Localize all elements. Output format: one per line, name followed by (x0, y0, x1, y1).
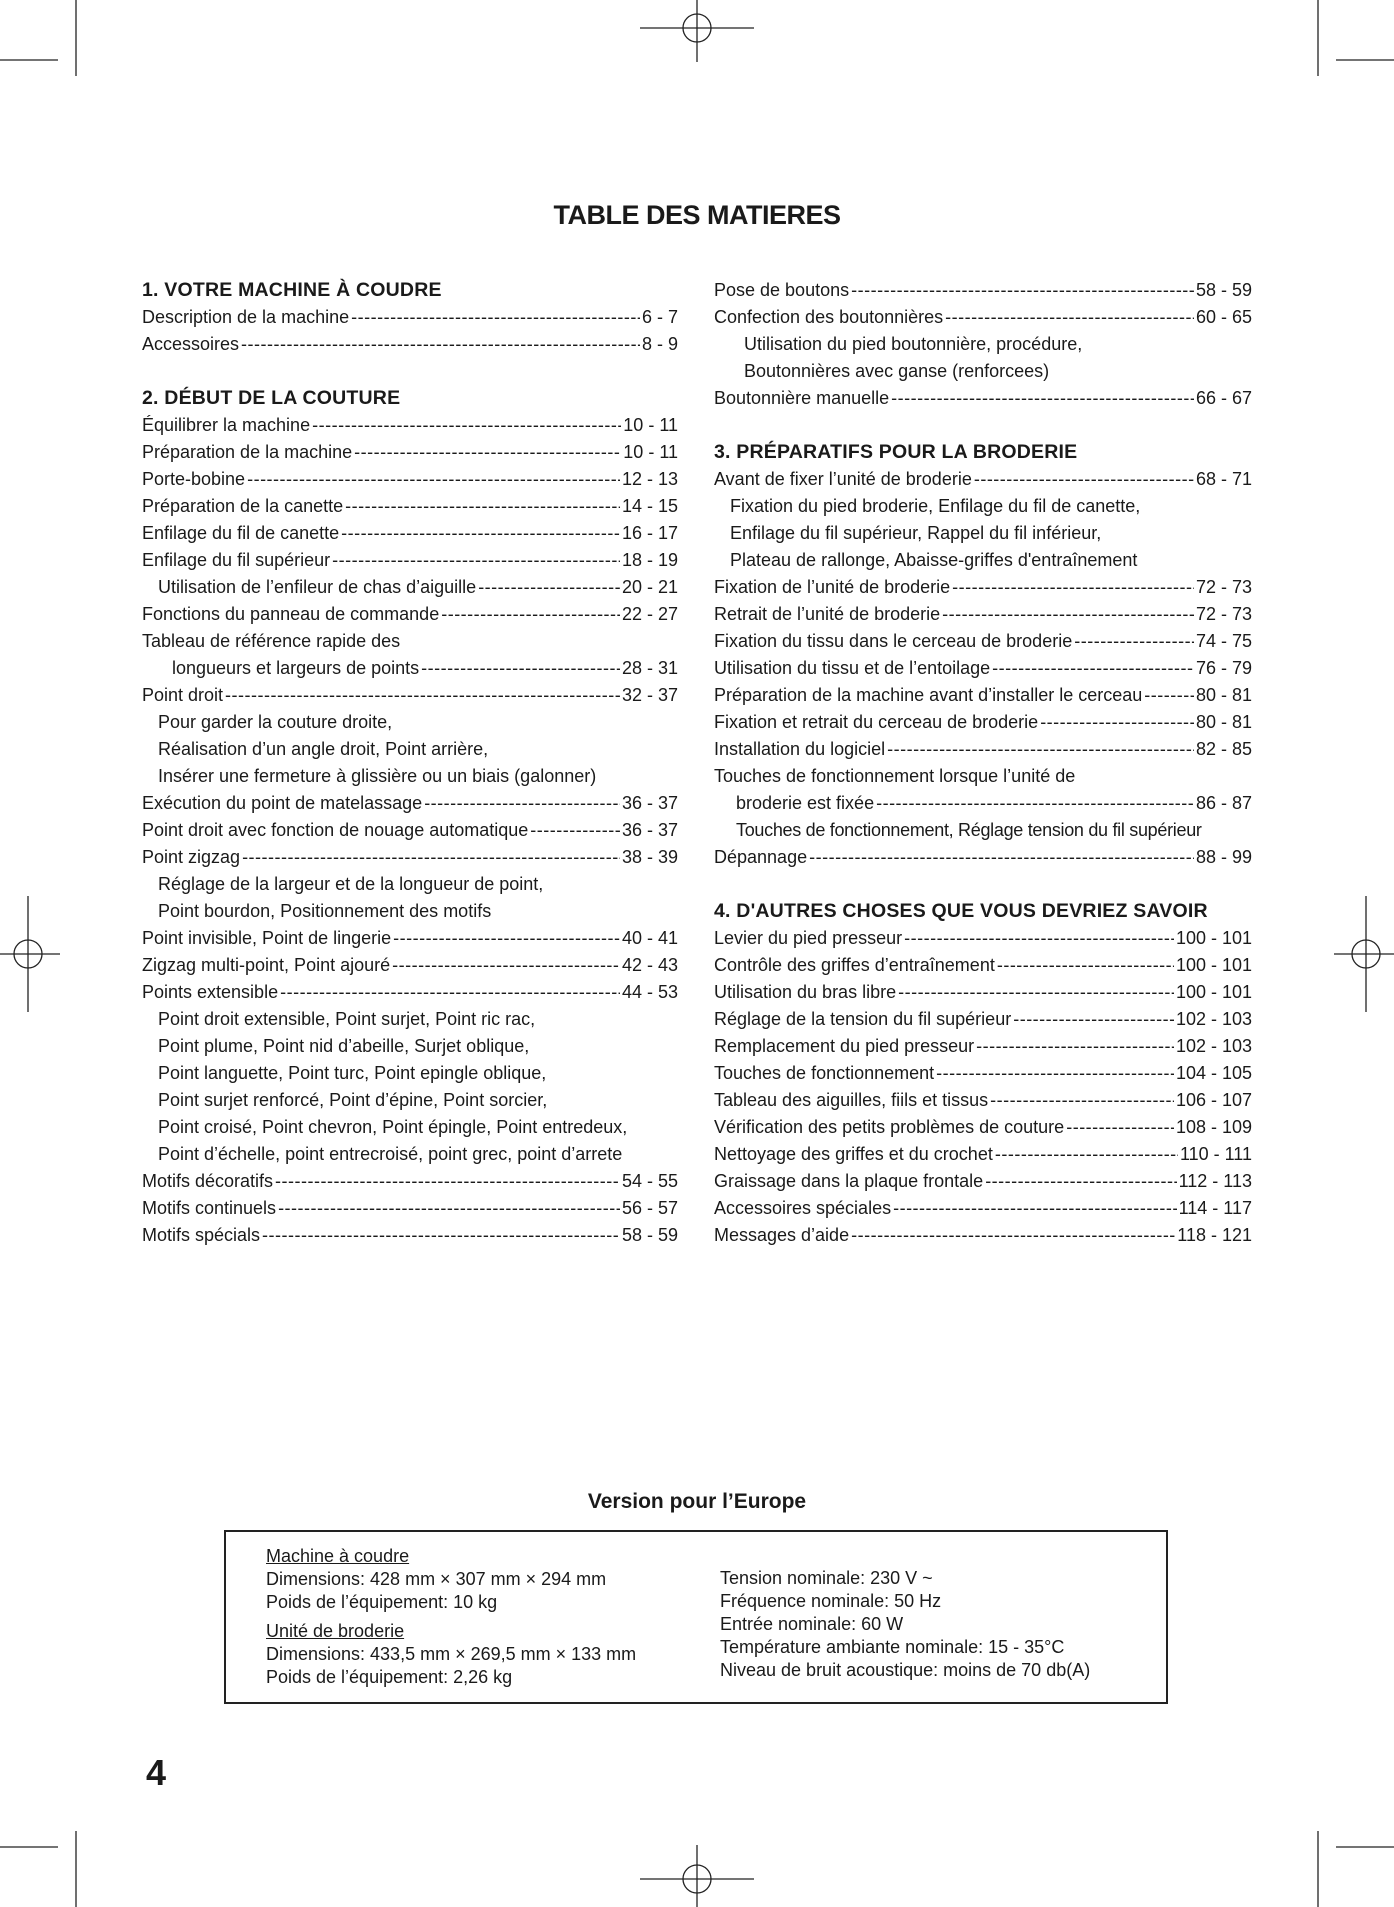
toc-entry (142, 817, 678, 844)
toc-entry-title: Enfilage du fil de canette (142, 523, 340, 543)
toc-entry (714, 1141, 1252, 1168)
toc-entry-pages: 8 - 9 (641, 334, 678, 354)
toc-subtopic: Boutonnières avec ganse (renforcees) (744, 361, 1050, 381)
toc-entry-pages: 44 - 53 (621, 982, 678, 1002)
toc-entry-pages: 108 - 109 (1175, 1117, 1252, 1137)
toc-entry-pages: 58 - 59 (621, 1225, 678, 1245)
toc-entry-title: broderie est fixée (736, 793, 875, 813)
toc-entry-pages: 54 - 55 (621, 1171, 678, 1191)
spacer (142, 358, 678, 385)
toc-entry-pages: 68 - 71 (1195, 469, 1252, 489)
toc-entry-pages: 14 - 15 (621, 496, 678, 516)
dot-leader (990, 1087, 1174, 1114)
toc-subtopic: Enfilage du fil supérieur, Rappel du fil inférieur, (730, 523, 1102, 543)
section-heading: 2. DÉBUT DE LA COUTURE (142, 387, 401, 409)
section-heading: 4. D'AUTRES CHOSES QUE VOUS DEVRIEZ SAVOIR (714, 900, 1208, 922)
section-heading: 1. VOTRE MACHINE À COUDRE (142, 279, 442, 301)
toc-entry-pages: 66 - 67 (1195, 388, 1252, 408)
toc-entry-pages: 72 - 73 (1195, 604, 1252, 624)
dot-leader (351, 304, 640, 331)
dot-leader (424, 790, 620, 817)
toc-entry (142, 979, 678, 1006)
dot-leader (247, 466, 620, 493)
toc-entry (714, 709, 1252, 736)
toc-entry-pages: 28 - 31 (621, 658, 678, 678)
toc-entry (142, 439, 678, 466)
spacer (714, 412, 1252, 439)
toc-entry (714, 1168, 1252, 1195)
toc-entry-pages: 114 - 117 (1178, 1198, 1252, 1218)
toc-entry-title: Réglage de la tension du fil supérieur (714, 1009, 1012, 1029)
toc-entry (142, 655, 678, 682)
toc-entry (714, 385, 1252, 412)
toc-entry-title: Enfilage du fil supérieur (142, 550, 331, 570)
toc-entry (142, 1195, 678, 1222)
toc-entry-title: Remplacement du pied presseur (714, 1036, 975, 1056)
toc-entry-pages: 10 - 11 (623, 415, 678, 435)
dot-leader (974, 466, 1194, 493)
dot-leader (225, 682, 620, 709)
dot-leader (312, 412, 621, 439)
toc-entry-title: Motifs décoratifs (142, 1171, 274, 1191)
toc-entry (714, 1087, 1252, 1114)
toc-entry-title: Préparation de la machine avant d’installer le cerceau (714, 685, 1143, 705)
toc-subtopic: Utilisation du pied boutonnière, procédure, (744, 334, 1083, 354)
dot-leader (851, 277, 1194, 304)
toc-entry (142, 1222, 678, 1249)
toc-entry-pages: 16 - 17 (621, 523, 678, 543)
toc-entry-title: Point droit (142, 685, 224, 705)
dot-leader (1074, 628, 1194, 655)
nominal-frequency: Fréquence nominale: 50 Hz (720, 1591, 942, 1611)
toc-entry (142, 331, 678, 358)
toc-entry-title: Retrait de l’unité de broderie (714, 604, 941, 624)
toc-entry-pages: 36 - 37 (621, 793, 678, 813)
toc-entry-pages: 112 - 113 (1178, 1171, 1252, 1191)
toc-entry (714, 1114, 1252, 1141)
machine-heading: Machine à coudre (266, 1546, 410, 1566)
toc-entry-pages: 60 - 65 (1195, 307, 1252, 327)
toc-subtopic: Point croisé, Point chevron, Point épingle, Point entredeux, (158, 1117, 628, 1137)
dot-leader (530, 817, 620, 844)
toc-entry-title: Utilisation de l’enfileur de chas d’aiguille (158, 577, 477, 597)
ambient-temperature: Température ambiante nominale: 15 - 35°C (720, 1637, 1065, 1657)
toc-entry-pages: 76 - 79 (1195, 658, 1252, 678)
toc-entry-title: Utilisation du bras libre (714, 982, 897, 1002)
toc-entry-title: Utilisation du tissu et de l’entoilage (714, 658, 991, 678)
spacer (714, 871, 1252, 898)
toc-entry-pages: 82 - 85 (1195, 739, 1252, 759)
toc-entry-pages: 22 - 27 (621, 604, 678, 624)
toc-entry (142, 547, 678, 574)
toc-subtopic: Point plume, Point nid d’abeille, Surjet oblique, (158, 1036, 530, 1056)
page-title: TABLE DES MATIERES (553, 200, 841, 230)
toc-entry (714, 844, 1252, 871)
dot-leader (876, 790, 1194, 817)
toc-entry (714, 1060, 1252, 1087)
toc-entry-title: Fonctions du panneau de commande (142, 604, 440, 624)
toc-entry-pages: 10 - 11 (623, 442, 678, 462)
toc-subtopic: Touches de fonctionnement, Réglage tension du fil supérieur (736, 820, 1202, 840)
toc-entry-pages: 58 - 59 (1195, 280, 1252, 300)
dot-leader (441, 601, 620, 628)
dot-leader (997, 952, 1174, 979)
dot-leader (241, 331, 640, 358)
specifications-left (266, 1545, 636, 1689)
toc-entry (714, 1195, 1252, 1222)
toc-entry-pages: 18 - 19 (621, 550, 678, 570)
toc-subtopic: Plateau de rallonge, Abaisse-griffes d'entraînement (730, 550, 1138, 570)
toc-entry-pages: 74 - 75 (1195, 631, 1252, 651)
toc-entry-title: Points extensible (142, 982, 279, 1002)
toc-entry-title: Touches de fonctionnement (714, 1063, 935, 1083)
toc-subtopic: Touches de fonctionnement lorsque l’unité de (714, 766, 1076, 786)
toc-entry-pages: 100 - 101 (1175, 982, 1252, 1002)
embroidery-dimensions: Dimensions: 433,5 mm × 269,5 mm × 133 mm (266, 1644, 637, 1664)
toc-left-column (142, 277, 678, 1249)
toc-entry-title: longueurs et largeurs de points (172, 658, 420, 678)
toc-entry-pages: 32 - 37 (621, 685, 678, 705)
page-number: 4 (146, 1752, 167, 1793)
dot-leader (332, 547, 620, 574)
toc-entry (142, 574, 678, 601)
embroidery-heading: Unité de broderie (266, 1621, 405, 1641)
toc-entry (714, 466, 1252, 493)
dot-leader (275, 1168, 620, 1195)
toc-entry-title: Installation du logiciel (714, 739, 886, 759)
dot-leader (345, 493, 620, 520)
dot-leader (893, 1195, 1177, 1222)
toc-entry-title: Préparation de la canette (142, 496, 344, 516)
toc-entry-title: Graissage dans la plaque frontale (714, 1171, 984, 1191)
toc-subtopic: Point languette, Point turc, Point epingle oblique, (158, 1063, 547, 1083)
toc-entry-title: Dépannage (714, 847, 808, 867)
toc-entry-pages: 102 - 103 (1175, 1036, 1252, 1056)
toc-subtopic: Point surjet renforcé, Point d’épine, Point sorcier, (158, 1090, 548, 1110)
toc-entry-title: Motifs continuels (142, 1198, 277, 1218)
toc-entry (714, 790, 1252, 817)
dot-leader (904, 925, 1174, 952)
dot-leader (976, 1033, 1174, 1060)
toc-entry-pages: 38 - 39 (621, 847, 678, 867)
dot-leader (1013, 1006, 1174, 1033)
toc-entry-pages: 80 - 81 (1195, 712, 1252, 732)
toc-entry (142, 952, 678, 979)
toc-entry-title: Levier du pied presseur (714, 928, 903, 948)
toc-entry-title: Confection des boutonnières (714, 307, 944, 327)
toc-subtopic: Tableau de référence rapide des (142, 631, 401, 651)
toc-entry (714, 601, 1252, 628)
machine-weight: Poids de l’équipement: 10 kg (266, 1592, 498, 1612)
toc-entry-title: Motifs spécials (142, 1225, 261, 1245)
toc-entry-title: Fixation et retrait du cerceau de broderie (714, 712, 1039, 732)
toc-entry (142, 925, 678, 952)
dot-leader (945, 304, 1194, 331)
dot-leader (995, 1141, 1178, 1168)
toc-entry-title: Avant de fixer l’unité de broderie (714, 469, 972, 489)
toc-entry-pages: 42 - 43 (621, 955, 678, 975)
dot-leader (1144, 682, 1194, 709)
dot-leader (985, 1168, 1176, 1195)
toc-entry-title: Fixation de l’unité de broderie (714, 577, 951, 597)
specifications-right (720, 1567, 1090, 1682)
toc-entry-title: Porte-bobine (142, 469, 246, 489)
toc-entry-title: Fixation du tissu dans le cerceau de broderie (714, 631, 1073, 651)
toc-subtopic: Pour garder la couture droite, (158, 712, 393, 732)
dot-leader (952, 574, 1194, 601)
toc-entry (142, 466, 678, 493)
toc-subtopic: Réalisation d’un angle droit, Point arrière, (158, 739, 489, 759)
toc-entry-pages: 20 - 21 (621, 577, 678, 597)
toc-entry (714, 736, 1252, 763)
dot-leader (942, 601, 1194, 628)
toc-entry-pages: 88 - 99 (1195, 847, 1252, 867)
dot-leader (242, 844, 620, 871)
dot-leader (851, 1222, 1175, 1249)
toc-entry (142, 304, 678, 331)
toc-entry (142, 844, 678, 871)
toc-entry-title: Accessoires spéciales (714, 1198, 892, 1218)
toc-subtopic: Point d’échelle, point entrecroisé, point grec, point d’arrete (158, 1144, 623, 1164)
section-heading: 3. PRÉPARATIFS POUR LA BRODERIE (714, 441, 1078, 463)
dot-leader (392, 952, 620, 979)
dot-leader (887, 736, 1194, 763)
toc-entry-title: Exécution du point de matelassage (142, 793, 423, 813)
toc-entry (142, 493, 678, 520)
dot-leader (280, 979, 620, 1006)
toc-entry (142, 682, 678, 709)
toc-entry-title: Préparation de la machine (142, 442, 353, 462)
toc-entry (714, 304, 1252, 331)
toc-entry-title: Pose de boutons (714, 280, 850, 300)
toc-entry-title: Contrôle des griffes d’entraînement (714, 955, 995, 975)
toc-entry-title: Messages d’aide (714, 1225, 850, 1245)
toc-entry (714, 628, 1252, 655)
toc-entry-title: Description de la machine (142, 307, 350, 327)
toc-entry-pages: 118 - 121 (1177, 1225, 1252, 1245)
toc-entry (142, 601, 678, 628)
toc-entry-title: Point droit avec fonction de nouage automatique (142, 820, 529, 840)
toc-entry (714, 1006, 1252, 1033)
toc-entry-pages: 6 - 7 (641, 307, 678, 327)
dot-leader (278, 1195, 620, 1222)
dot-leader (262, 1222, 620, 1249)
toc-entry-title: Nettoyage des griffes et du crochet (714, 1144, 993, 1164)
toc-entry-title: Point zigzag (142, 847, 241, 867)
toc-entry-pages: 104 - 105 (1175, 1063, 1252, 1083)
toc-entry (142, 520, 678, 547)
toc-entry-title: Équilibrer la machine (142, 415, 311, 435)
noise-level: Niveau de bruit acoustique: moins de 70 db(A) (720, 1660, 1091, 1680)
dot-leader (809, 844, 1194, 871)
toc-entry-pages: 72 - 73 (1195, 577, 1252, 597)
toc-entry (142, 790, 678, 817)
toc-entry (714, 952, 1252, 979)
toc-entry-pages: 12 - 13 (621, 469, 678, 489)
nominal-input: Entrée nominale: 60 W (720, 1614, 904, 1634)
dot-leader (354, 439, 621, 466)
toc-subtopic: Point bourdon, Positionnement des motifs (158, 901, 492, 921)
toc-entry-title: Accessoires (142, 334, 240, 354)
toc-entry (714, 574, 1252, 601)
toc-entry-pages: 100 - 101 (1175, 955, 1252, 975)
dot-leader (1040, 709, 1194, 736)
dot-leader (393, 925, 620, 952)
toc-subtopic: Point droit extensible, Point surjet, Point ric rac, (158, 1009, 536, 1029)
toc-entry (714, 979, 1252, 1006)
nominal-voltage: Tension nominale: 230 V ~ (720, 1568, 933, 1588)
toc-subtopic: Réglage de la largeur et de la longueur de point, (158, 874, 544, 894)
toc-entry-pages: 102 - 103 (1175, 1009, 1252, 1029)
toc-entry (714, 655, 1252, 682)
toc-entry-pages: 36 - 37 (621, 820, 678, 840)
toc-entry-title: Vérification des petits problèmes de couture (714, 1117, 1065, 1137)
dot-leader (1066, 1114, 1174, 1141)
toc-entry (714, 1033, 1252, 1060)
toc-entry-pages: 56 - 57 (621, 1198, 678, 1218)
toc-entry-title: Tableau des aiguilles, fiils et tissus (714, 1090, 989, 1110)
toc-right-column (714, 277, 1252, 1249)
toc-entry (714, 1222, 1252, 1249)
dot-leader (992, 655, 1194, 682)
toc-entry-title: Zigzag multi-point, Point ajouré (142, 955, 391, 975)
version-title: Version pour l’Europe (587, 1490, 807, 1513)
toc-entry (142, 412, 678, 439)
dot-leader (421, 655, 620, 682)
toc-entry-pages: 106 - 107 (1175, 1090, 1252, 1110)
toc-entry-pages: 86 - 87 (1195, 793, 1252, 813)
toc-entry-title: Boutonnière manuelle (714, 388, 890, 408)
dot-leader (891, 385, 1194, 412)
toc-entry (714, 277, 1252, 304)
dot-leader (936, 1060, 1174, 1087)
toc-entry (142, 1168, 678, 1195)
toc-entry-pages: 110 - 111 (1179, 1144, 1252, 1164)
embroidery-weight: Poids de l’équipement: 2,26 kg (266, 1667, 513, 1687)
toc-subtopic: Insérer une fermeture à glissière ou un biais (galonner) (158, 766, 597, 786)
toc-entry-pages: 80 - 81 (1195, 685, 1252, 705)
dot-leader (898, 979, 1174, 1006)
toc-entry (714, 682, 1252, 709)
toc-entry-title: Point invisible, Point de lingerie (142, 928, 392, 948)
toc-subtopic: Fixation du pied broderie, Enfilage du fil de canette, (730, 496, 1141, 516)
toc-entry-pages: 100 - 101 (1175, 928, 1252, 948)
specifications-box (224, 1530, 1168, 1704)
machine-dimensions: Dimensions: 428 mm × 307 mm × 294 mm (266, 1569, 607, 1589)
dot-leader (478, 574, 620, 601)
toc-entry (714, 925, 1252, 952)
dot-leader (341, 520, 620, 547)
toc-entry-pages: 40 - 41 (621, 928, 678, 948)
